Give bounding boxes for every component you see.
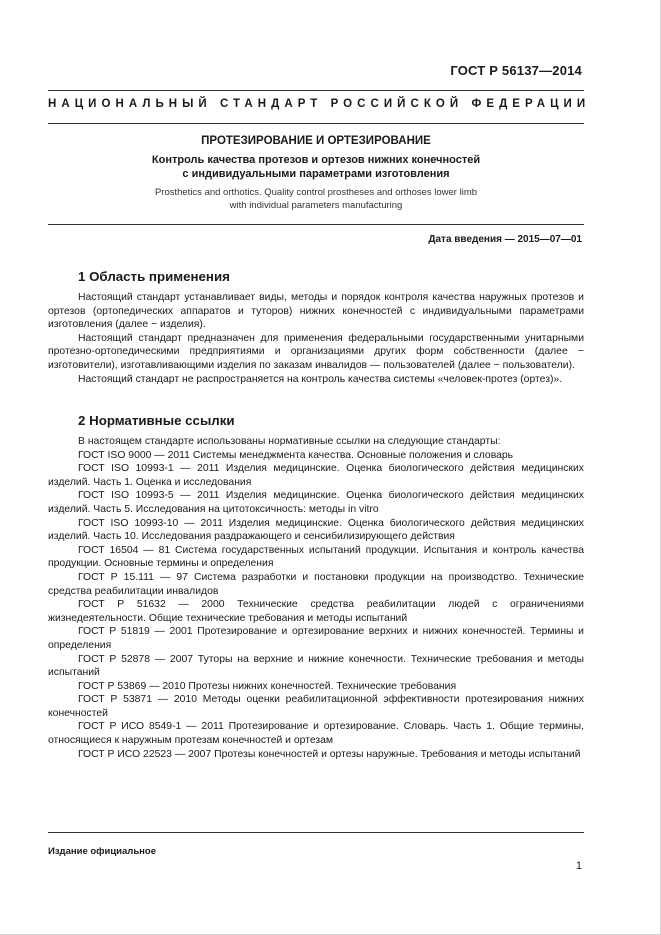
reference-item: ГОСТ Р 53869 — 2010 Протезы нижних конечностей. Технические требования xyxy=(78,680,457,692)
english-title-line-1: Prosthetics and orthotics. Quality control prostheses and orthoses lower limb xyxy=(154,187,478,198)
subtitle-line-2: с индивидуальными параметрами изготовления xyxy=(182,168,450,180)
official-edition-label: Издание официальное xyxy=(48,846,156,857)
reference-item: ГОСТ ISO 10993-5 — 2011 Изделия медицинские. Оценка биологического действия медицинских изделий. Часть 5. Исследования на цитотоксичность: методы in vitro xyxy=(48,490,584,515)
paragraph: В настоящем стандарте использованы нормативные ссылки на следующие стандарты: xyxy=(78,436,501,447)
section-normative-references xyxy=(48,412,584,761)
gost-number: ГОСТ Р 56137—2014 xyxy=(450,63,582,78)
national-standard-banner: НАЦИОНАЛЬНЫЙ СТАНДАРТ РОССИЙСКОЙ ФЕДЕРАЦИИ xyxy=(48,98,591,110)
reference-item: ГОСТ Р ИСО 22523 — 2007 Протезы конечностей и ортезы наружные. Требования и методы испытаний xyxy=(78,748,581,760)
footer-divider xyxy=(48,832,584,833)
paragraph: Настоящий стандарт предназначен для применения федеральными государственными унитарными протезно-ортопедическими предприятиями и организациями других форм собственности (далее − изготовители), изготавливающими изделия по заказам инвалидов — пользователей (далее − пользователи). xyxy=(48,332,584,371)
document-title: ПРОТЕЗИРОВАНИЕ И ОРТЕЗИРОВАНИЕ xyxy=(201,135,431,147)
english-title xyxy=(48,186,584,212)
document-subtitle xyxy=(48,153,584,181)
title-divider xyxy=(48,224,584,225)
reference-item: ГОСТ ISO 10993-1 — 2011 Изделия медицинские. Оценка биологического действия медицинских изделий. Часть 1. Оценка и исследования xyxy=(48,463,584,488)
top-divider xyxy=(48,90,584,91)
reference-item: ГОСТ Р 51819 — 2001 Протезирование и ортезирование верхних и нижних конечностей. Термины и определения xyxy=(48,626,584,651)
reference-item: ГОСТ Р 52878 — 2007 Туторы на верхние и нижние конечности. Технические требования и методы испытаний xyxy=(48,653,584,679)
reference-item: ГОСТ Р ИСО 8549-1 — 2011 Протезирование и ортезирование. Словарь. Часть 1. Общие термины, относящиеся к наружным протезам конечностей и ортезам xyxy=(48,721,584,747)
paragraph: Настоящий стандарт не распространяется на контроль качества системы «человек-протез (ортез)». xyxy=(78,373,563,385)
introduction-date: Дата введения — 2015—07—01 xyxy=(428,234,582,245)
section-heading: 2 Нормативные ссылки xyxy=(78,413,235,428)
english-title-line-2: with individual parameters manufacturing xyxy=(229,200,403,211)
reference-item: ГОСТ ISO 10993-10 — 2011 Изделия медицинские. Оценка биологического действия медицинских изделий. Часть 10. Исследования раздражающего и сенсибилизирующего действия xyxy=(48,517,584,543)
subtitle-line-1: Контроль качества протезов и ортезов нижних конечностей xyxy=(151,154,481,166)
section-scope xyxy=(48,268,584,386)
reference-item: ГОСТ Р 53871 — 2010 Методы оценки реабилитационной эффективности протезирования нижних конечностей xyxy=(48,694,584,719)
reference-item: ГОСТ Р 15.111 — 97 Система разработки и постановки продукции на производство. Технические средства реабилитации инвалидов xyxy=(48,571,584,597)
banner-divider xyxy=(48,123,584,124)
paragraph: Настоящий стандарт устанавливает виды, методы и порядок контроля качества наружных протезов и ортезов (ортопедических аппаратов и туторов) нижних конечностей с индивидуальными параметрами изготовления (далее − изделия). xyxy=(48,292,584,331)
page-number: 1 xyxy=(575,860,582,872)
reference-item: ГОСТ ISO 9000 — 2011 Системы менеджмента качества. Основные положения и словарь xyxy=(78,449,514,461)
reference-item: ГОСТ Р 51632 — 2000 Технические средства реабилитации людей с ограничениями жизнедеятельности. Общие технические требования и методы испытаний xyxy=(48,599,584,624)
section-heading: 1 Область применения xyxy=(78,269,230,284)
reference-item: ГОСТ 16504 — 81 Система государственных испытаний продукции. Испытания и контроль качества продукции. Основные термины и определения xyxy=(48,544,584,570)
